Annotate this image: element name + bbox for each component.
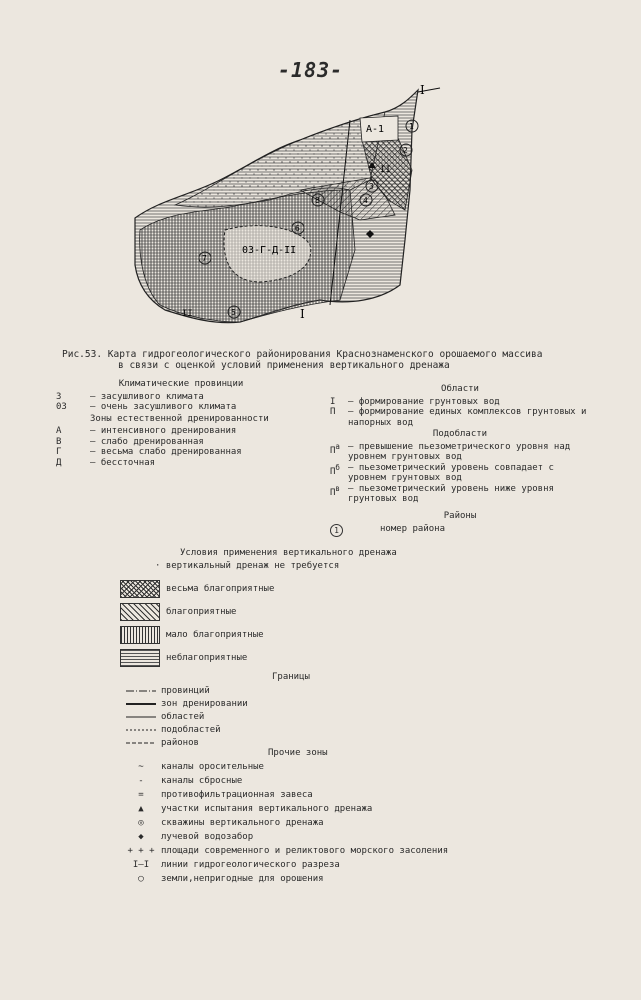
conditions-none: · вертикальный дренаж не требуется [155,561,340,571]
svg-text:1: 1 [409,122,414,131]
bounds-title: Границы [272,672,310,682]
hydrogeological-map [0,0,641,340]
condition-row: благоприятные [120,603,236,621]
other-row: ▲ участки испытания вертикального дренажа [138,804,373,814]
conditions-title: Условия применения вертикального дренажа [180,548,397,558]
boundary-row: подобластей [161,725,221,735]
condition-row: неблагоприятные [120,649,247,667]
caption-line-2: в связи с оценкой условий применения вертикального дренажа [118,360,450,371]
svg-text:4: 4 [363,196,368,205]
svg-text:7: 7 [202,254,207,263]
other-row: ◎ скважины вертикального дренажа [138,818,324,828]
svg-text:6: 6 [295,224,300,233]
boundary-row: районов [161,738,199,748]
legend-row: Г – весьма слабо дренированная [56,447,242,457]
drain-title: Зоны естественной дренированности [90,413,269,424]
svg-text:2: 2 [403,146,408,155]
map-label-ii: II [380,165,391,175]
other-zones-title: Прочие зоны [268,748,328,758]
climate-title: Климатические провинции [118,379,244,389]
other-row: - каналы сбросные [138,776,243,786]
legend-row: 1 номер района [330,524,590,537]
page-number: -183- [278,58,344,82]
svg-text:3: 3 [369,182,374,191]
section-marker-bottom: I [300,307,305,321]
figure-caption [62,349,582,371]
legend-row: В – слабо дренированная [56,436,204,447]
subareas-title: Подобласти [432,429,488,439]
map-label-zone: 03-Г-Д-II [242,245,297,256]
legend-row: $П^а$ – превышение пьезометрического уровня над уровнем грунтовых вод [330,441,571,462]
caption-line-1: Рис.53. Карта гидрогеологического районирования Краснознаменского орошаемого массива [62,349,543,360]
legend-row: 03 – очень засушливого климата [56,402,237,412]
legend-left-column [56,378,306,468]
legend-row: П – формирование единых комплексов грунтовых и напорных вод [330,407,587,428]
legend-right-column [330,383,590,537]
other-row: + + + площади современного и реликтового морского засоления [127,846,449,856]
legend-row: Д – бессточная [56,457,156,468]
legend-row: $П^в$ – пьезометрический уровень ниже уровня грунтовых вод [330,483,554,504]
districts-title: Районы [443,510,477,521]
other-row: ◆ лучевой водозабор [138,832,254,842]
other-row: = противофильтрационная завеса [138,790,313,800]
svg-text:5: 5 [231,308,236,317]
areas-title: Области [441,384,479,394]
legend-row: I – формирование грунтовых вод [330,396,500,407]
svg-text:8: 8 [315,196,320,205]
boundary-row: областей [161,712,205,722]
legend-row: А – интенсивного дренирования [56,426,237,436]
map-label-iib: II [182,309,193,319]
map-label-a1: А-1 [366,124,385,135]
other-row: ◯ земли,непригодные для орошения [138,874,324,884]
section-marker-top: I [420,83,425,97]
legend-row: $П^б$ – пьезометрический уровень совпадает с уровнем грунтовых вод [330,462,554,483]
other-row: I—I линии гидрогеологического разреза [132,860,340,870]
condition-row: весьма благоприятные [120,580,274,598]
boundary-row: зон дренировании [161,699,248,709]
condition-row: мало благоприятные [120,626,264,644]
other-row: ~ каналы оросительные [138,762,264,772]
legend-row: 3 – засушливого климата [56,391,204,402]
boundary-row: провинций [161,686,210,696]
